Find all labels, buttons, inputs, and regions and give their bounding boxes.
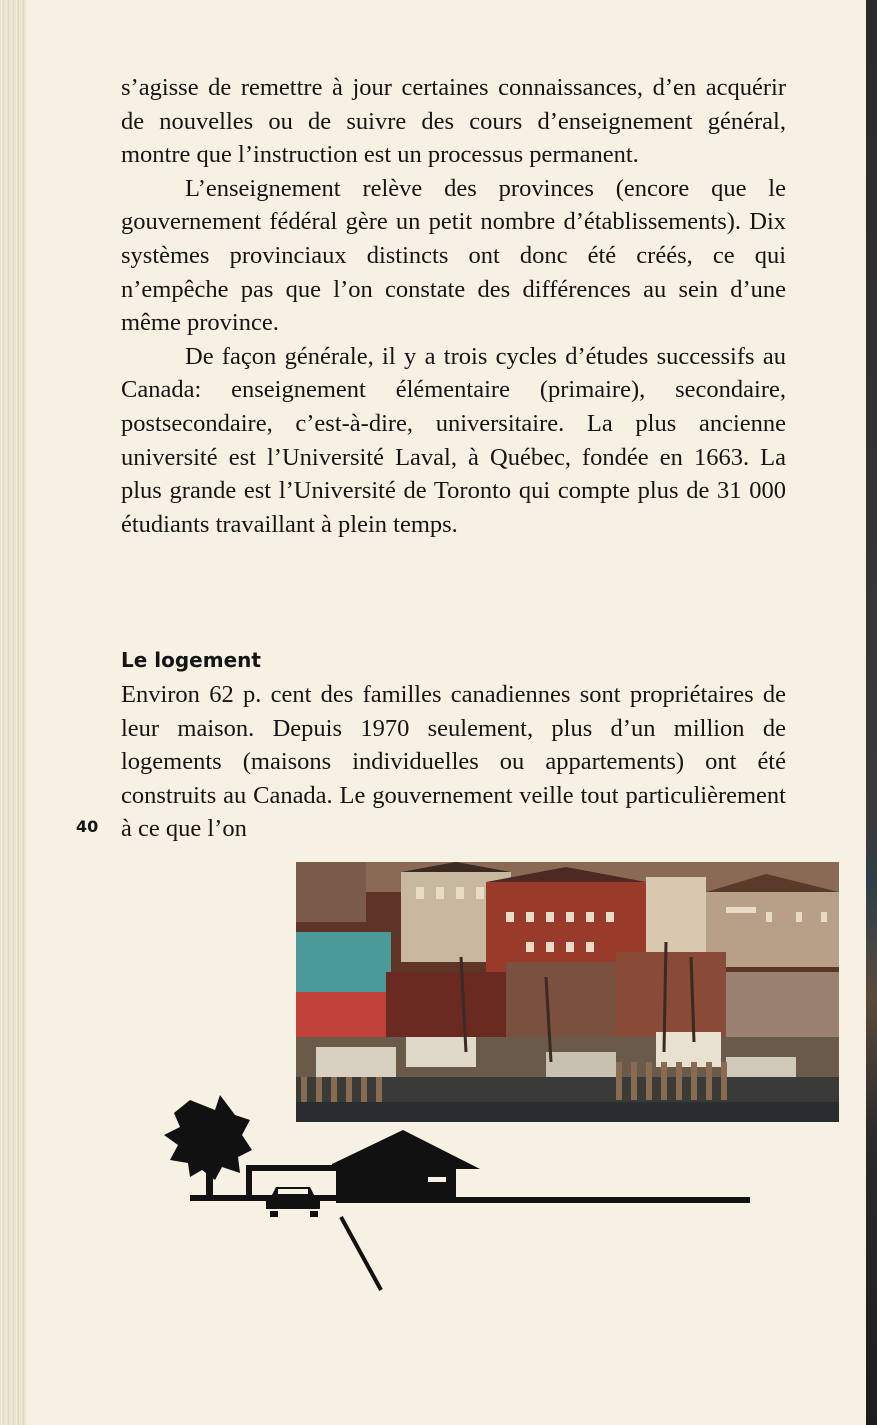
paragraph-education-provinces: L’enseignement relève des provinces (encore que le gouvernement fédéral gère un petit nombre d’établissements). Dix systèmes provinciaux distincts ont donc été créés, ce qui n’empêche pas que l’on constate des différences au sein d’une même province. xyxy=(121,174,786,337)
paragraph-continuation: s’agisse de remettre à jour certaines connaissances, d’en acquérir de nouvelles ou de suivre des cours d’enseignement général, montre que l’instruction est un processus permanent. xyxy=(121,74,786,169)
section-heading: Le logement xyxy=(121,648,261,672)
section-body xyxy=(121,678,786,846)
page-number: 40 xyxy=(76,817,99,836)
page-edges xyxy=(0,0,26,1425)
body-text xyxy=(121,71,786,541)
paragraph-housing: Environ 62 p. cent des familles canadiennes sont propriétaires de leur maison. Depuis 1970 seulement, plus d’un million de logements (maisons individuelles ou appartements) ont été construits au Canada. Le gouvernement veille tout particulièrement à ce que l’on xyxy=(121,681,786,843)
adjacent-page-edge xyxy=(866,0,877,1425)
house-car-tree-icon xyxy=(160,1095,760,1300)
harbor-town-icon xyxy=(296,862,839,1122)
paragraph-education-cycles: De façon générale, il y a trois cycles d’études successifs au Canada: enseignement élémentaire (primaire), secondaire, postsecondaire, c’est-à-dire, universitaire. La plus ancienne université est l’Université Laval, à Québec, fondée en 1663. La plus grande est l’Université de Toronto qui compte plus de 31 000 étudiants travaillant à plein temps. xyxy=(121,342,786,538)
